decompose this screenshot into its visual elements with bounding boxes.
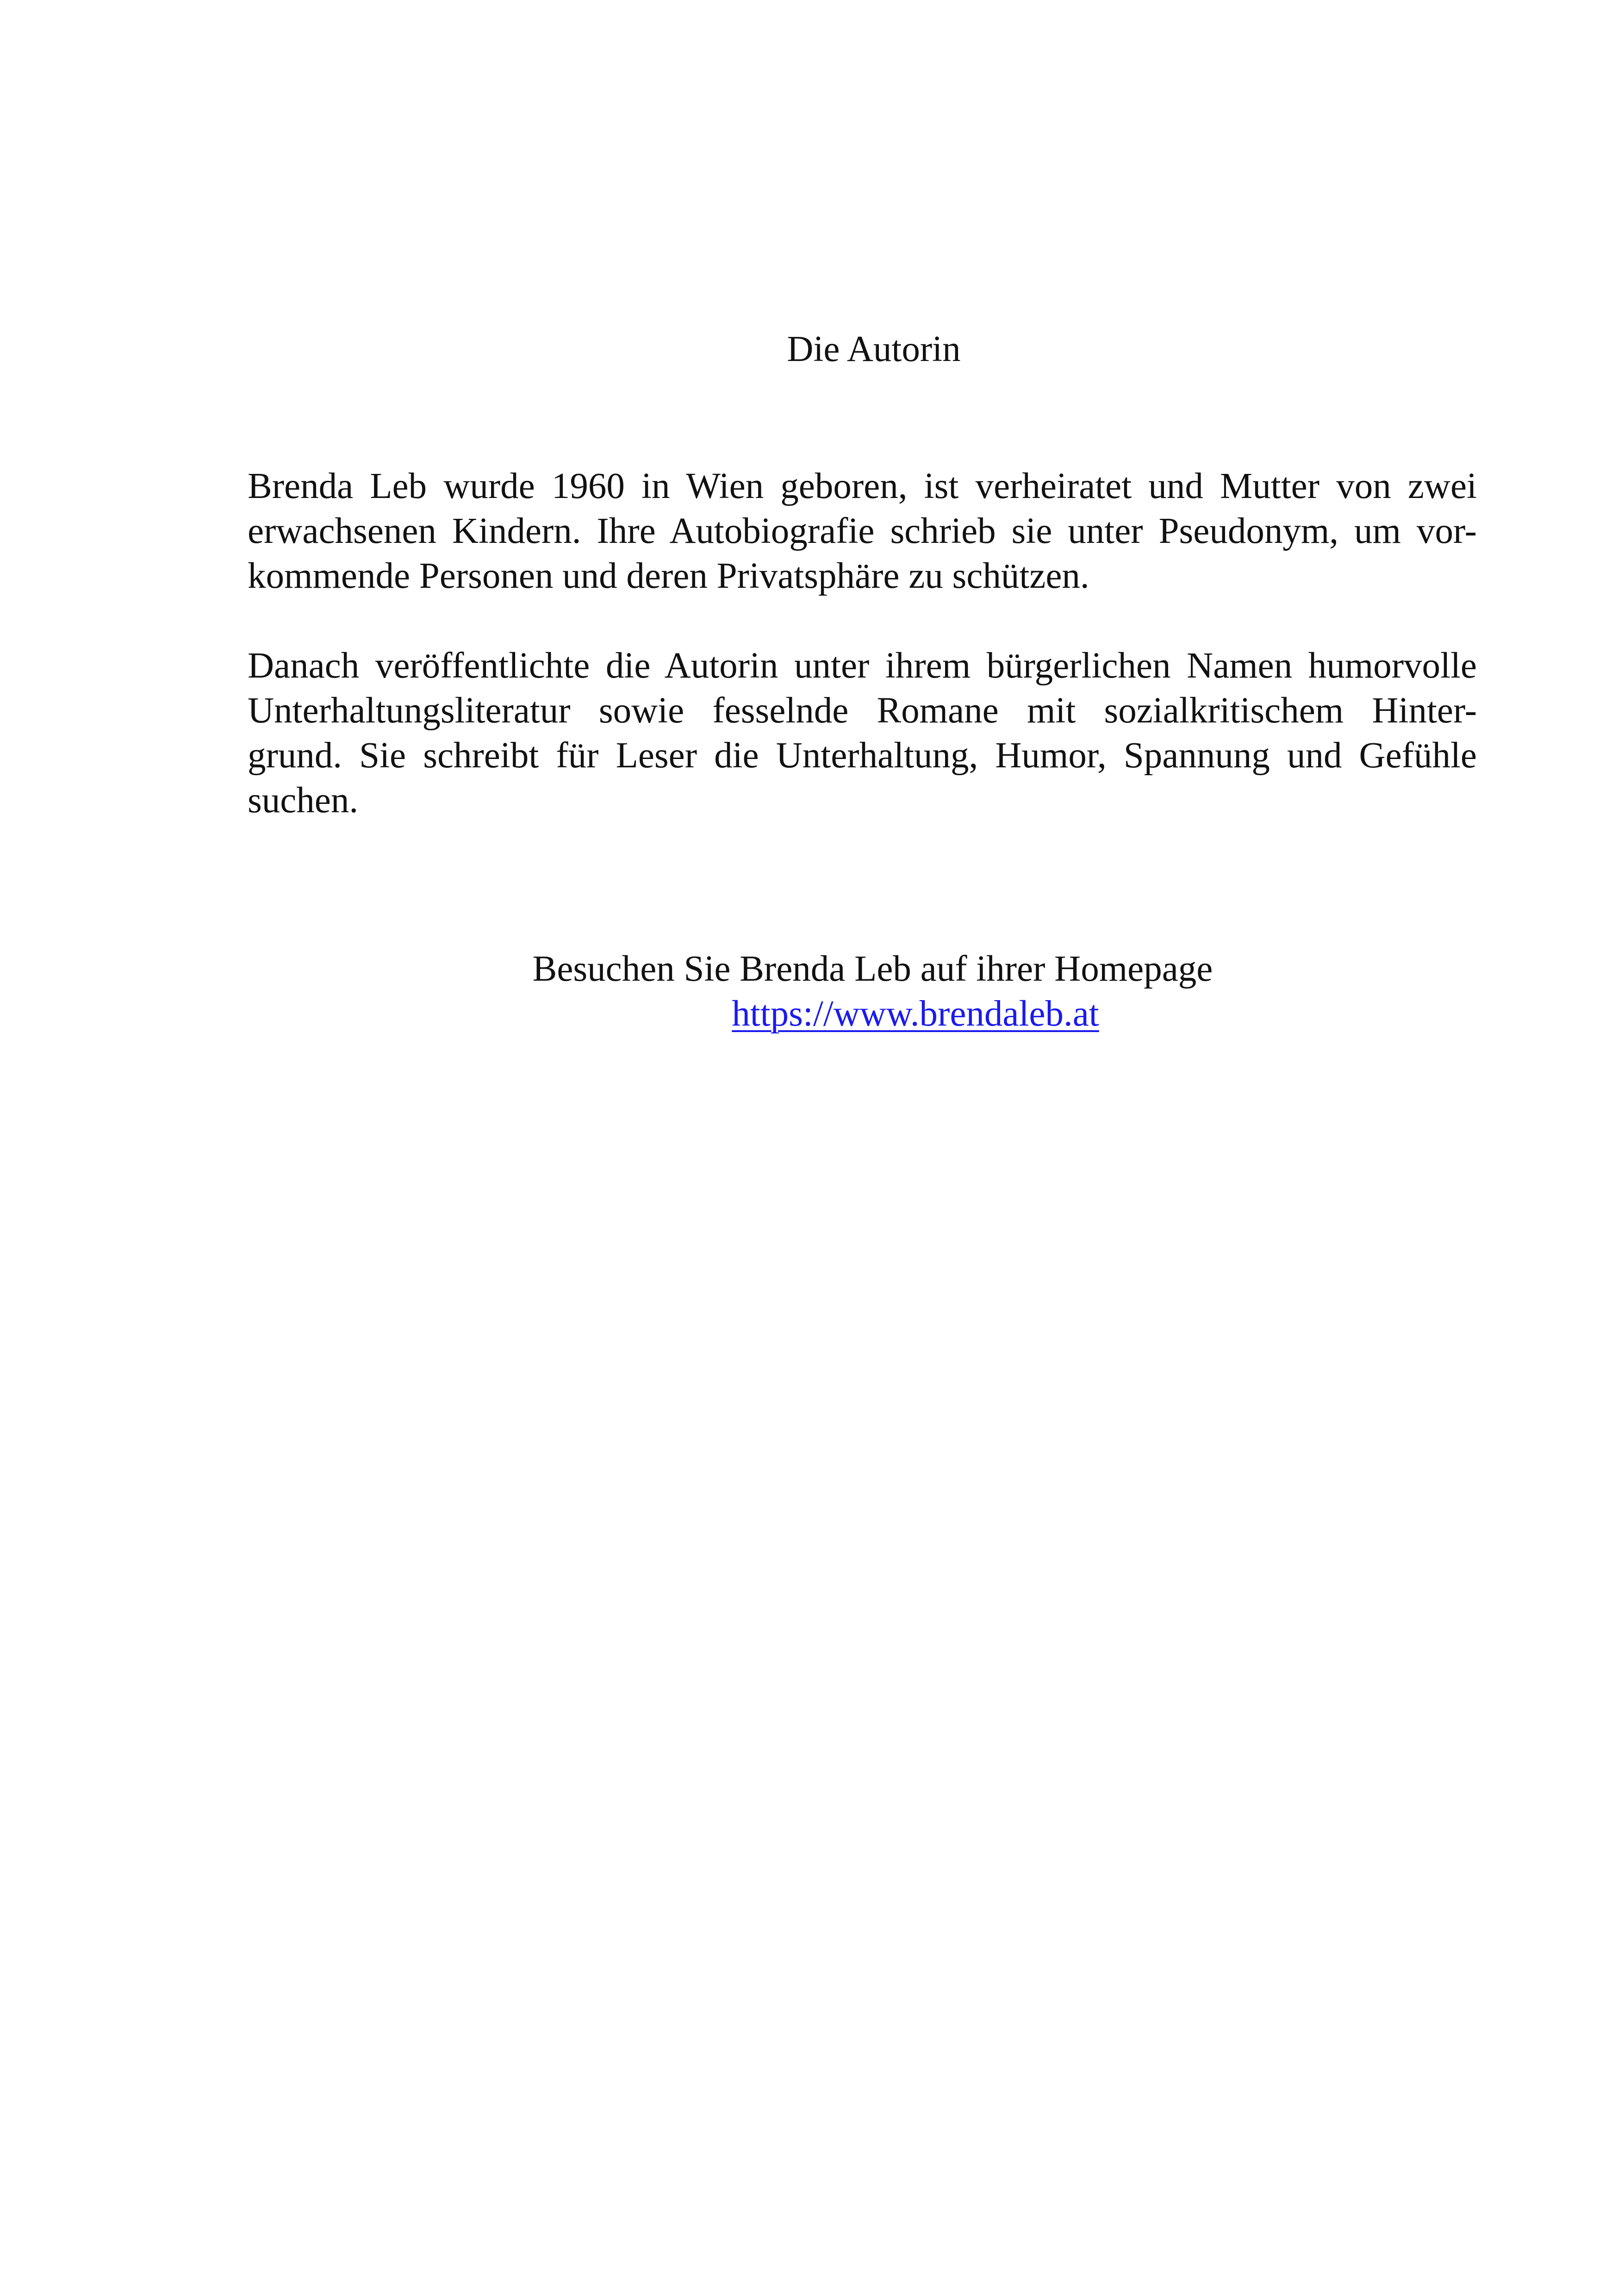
- paragraph-author-bio: [248, 464, 1477, 598]
- homepage-invitation-text: Besuchen Sie Brenda Leb auf ihrer Homepage: [532, 949, 1213, 989]
- paragraph-line: Danach veröffentlichte die Autorin unter ihrem bürgerlichen Namen humorvolle: [248, 646, 1477, 686]
- paragraph-author-work: [248, 643, 1477, 823]
- homepage-link[interactable]: https://www.brendaleb.at: [732, 994, 1099, 1034]
- page-title: Die Autorin: [787, 329, 961, 369]
- paragraph-line: erwachsenen Kindern. Ihre Autobiografie schrieb sie unter Pseudonym, um vor-: [248, 511, 1477, 551]
- paragraph-line: suchen.: [248, 780, 359, 821]
- paragraph-line: Unterhaltungsliteratur sowie fesselnde Romane mit sozialkritischem Hinter-: [248, 691, 1477, 731]
- homepage-section: [248, 946, 1477, 1036]
- paragraph-line: kommende Personen und deren Privatsphäre zu schützen.: [248, 556, 1089, 596]
- paragraph-line: Brenda Leb wurde 1960 in Wien geboren, ist verheiratet und Mutter von zwei: [248, 466, 1477, 506]
- paragraph-line: grund. Sie schreibt für Leser die Unterhaltung, Humor, Spannung und Gefühle: [248, 735, 1477, 776]
